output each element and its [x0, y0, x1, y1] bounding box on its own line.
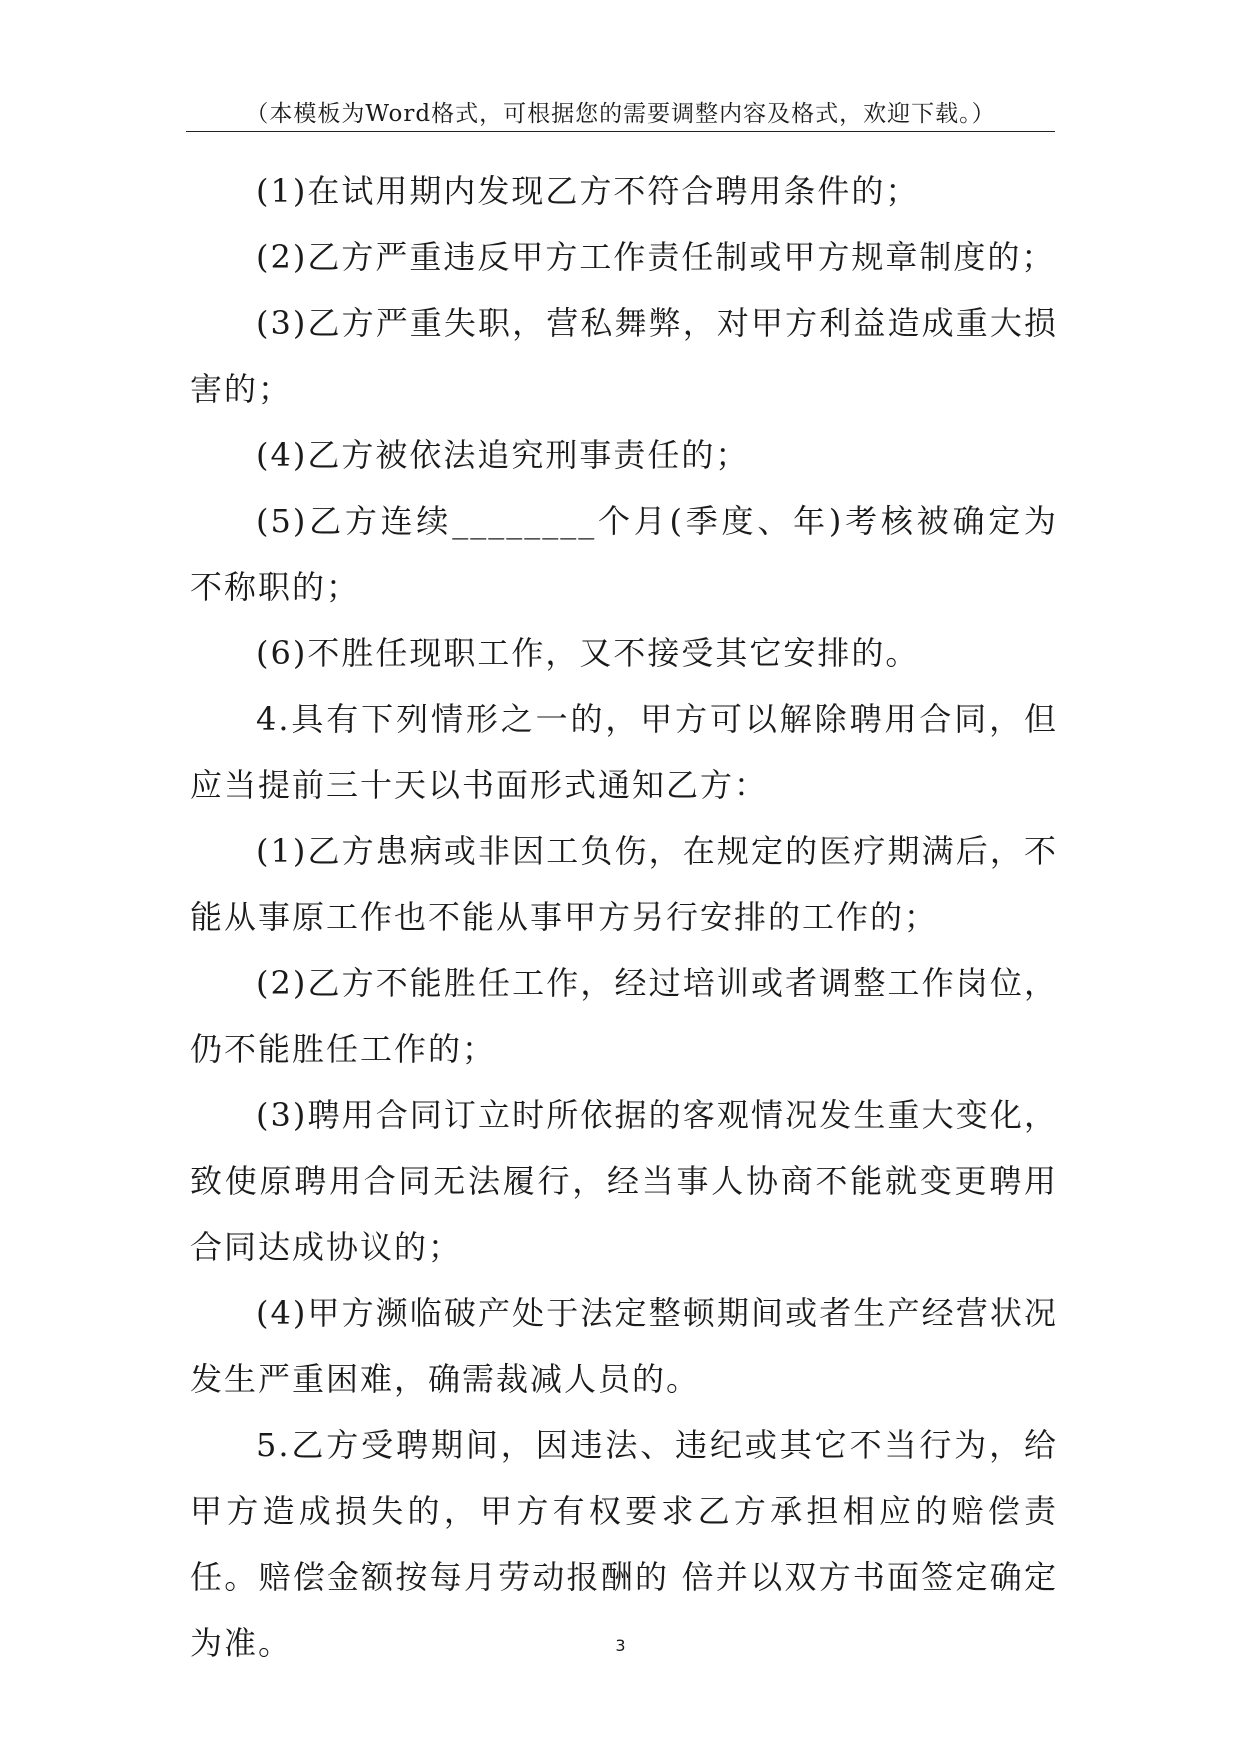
clause-paragraph: (3)聘用合同订立时所依据的客观情况发生重大变化，致使原聘用合同无法履行，经当事人协商不能就变更聘用合同达成协议的；: [190, 1096, 1058, 1266]
clause-paragraph: (2)乙方严重违反甲方工作责任制或甲方规章制度的；: [256, 238, 1056, 276]
clause-paragraph: (5)乙方连续________个月(季度、年)考核被确定为不称职的；: [190, 502, 1058, 606]
page-number: 3: [615, 1636, 626, 1655]
clause-paragraph: (4)乙方被依法追究刑事责任的；: [256, 436, 750, 474]
clause-paragraph: 4.具有下列情形之一的，甲方可以解除聘用合同，但应当提前三十天以书面形式通知乙方：: [190, 700, 1058, 804]
clause-paragraph: (1)乙方患病或非因工负伤，在规定的医疗期满后，不能从事原工作也不能从事甲方另行安排的工作的；: [190, 832, 1058, 936]
clause-paragraph: (3)乙方严重失职，营私舞弊，对甲方利益造成重大损害的；: [190, 304, 1058, 408]
clause-paragraph: (6)不胜任现职工作，又不接受其它安排的。: [256, 634, 920, 672]
document-body: [190, 158, 1058, 1676]
clause-paragraph: (1)在试用期内发现乙方不符合聘用条件的；: [256, 172, 920, 210]
clause-paragraph: 5.乙方受聘期间，因违法、违纪或其它不当行为，给甲方造成损失的，甲方有权要求乙方承担相应的赔偿责任。赔偿金额按每月劳动报酬的 倍并以双方书面签定确定为准。: [190, 1426, 1058, 1662]
header-divider: [186, 131, 1055, 132]
header-note: （本模板为Word格式，可根据您的需要调整内容及格式，欢迎下载。）: [245, 101, 996, 127]
clause-paragraph: (2)乙方不能胜任工作，经过培训或者调整工作岗位，仍不能胜任工作的；: [190, 964, 1058, 1068]
clause-paragraph: (4)甲方濒临破产处于法定整顿期间或者生产经营状况发生严重困难，确需裁减人员的。: [190, 1294, 1058, 1398]
